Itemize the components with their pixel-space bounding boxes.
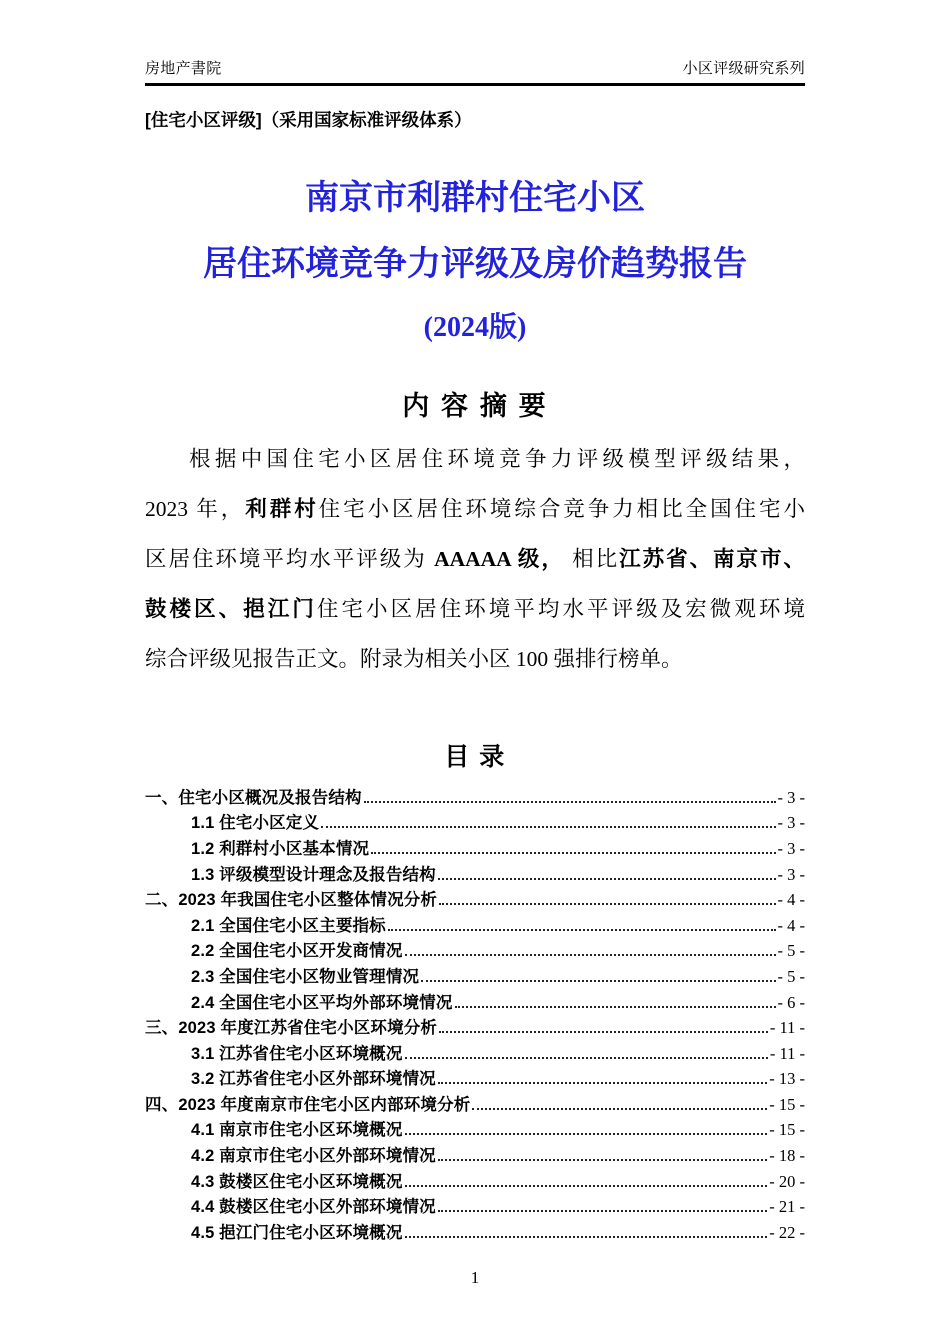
abstract-text-segment: 利群村 — [245, 496, 319, 521]
toc-item[interactable] — [145, 989, 805, 1015]
toc-leader-dots — [472, 1108, 767, 1110]
toc-item[interactable] — [145, 1065, 805, 1091]
header-right-text: 小区评级研究系列 — [682, 60, 805, 77]
toc-item-page: - 15 - — [769, 1120, 805, 1140]
toc-item-label: 4.5 挹江门住宅小区环境概况 — [191, 1223, 403, 1242]
toc-item-page: - 15 - — [769, 1094, 805, 1114]
toc-item[interactable] — [145, 809, 805, 835]
abstract-text-segment: 江苏省、南京市、 — [619, 546, 805, 571]
abstract-line — [145, 634, 805, 684]
toc-leader-dots — [455, 1006, 776, 1008]
toc-item-page: - 18 - — [769, 1146, 805, 1166]
toc-item-label: 2.4 全国住宅小区平均外部环境情况 — [191, 993, 453, 1012]
toc-item[interactable] — [145, 1219, 805, 1245]
toc-leader-dots — [405, 1236, 768, 1238]
toc-leader-dots — [439, 1031, 768, 1033]
toc-item-page: - 3 - — [777, 864, 805, 884]
toc-item[interactable] — [145, 1014, 805, 1040]
toc-item[interactable] — [145, 1142, 805, 1168]
abstract-heading: 内 容 摘 要 — [402, 390, 548, 421]
running-header — [145, 0, 805, 78]
toc-item-page: - 4 - — [777, 890, 805, 910]
toc-leader-dots — [438, 1159, 767, 1161]
toc-item-label: 四、2023 年度南京市住宅小区内部环境分析 — [145, 1095, 471, 1114]
toc-item[interactable] — [145, 1091, 805, 1117]
toc-item[interactable] — [145, 1168, 805, 1194]
page-footer — [0, 1268, 950, 1288]
toc-leader-dots — [405, 1133, 768, 1135]
toc-item[interactable] — [145, 1193, 805, 1219]
toc-item-label: 3.2 江苏省住宅小区外部环境情况 — [191, 1070, 436, 1089]
toc-item-page: - 5 - — [777, 941, 805, 961]
toc-item-page: - 20 - — [769, 1171, 805, 1191]
abstract-text-segment: 住宅小区居住环境平均水平评级及宏微观环境 — [316, 596, 805, 621]
toc-item[interactable] — [145, 861, 805, 887]
toc-leader-dots — [371, 852, 775, 854]
toc-item-page: - 21 - — [769, 1197, 805, 1217]
toc-item-page: - 3 - — [777, 787, 805, 807]
abstract-text-segment: AAAAA 级， — [434, 546, 565, 571]
header-rule — [145, 83, 805, 86]
abstract-line — [145, 584, 805, 634]
abstract-text-segment: 2023 年， — [145, 496, 246, 521]
toc-item-label: 一、住宅小区概况及报告结构 — [145, 788, 362, 807]
toc-item-label: 4.4 鼓楼区住宅小区外部环境情况 — [191, 1198, 436, 1217]
toc-item-page: - 22 - — [769, 1222, 805, 1242]
toc-item-label: 1.1 住宅小区定义 — [191, 814, 320, 833]
toc-item-label: 三、2023 年度江苏省住宅小区环境分析 — [145, 1019, 438, 1038]
toc-item[interactable] — [145, 963, 805, 989]
toc-item-label: 二、2023 年我国住宅小区整体情况分析 — [145, 891, 438, 910]
toc-item[interactable] — [145, 784, 805, 810]
report-title-line1: 南京市利群村住宅小区 — [305, 180, 645, 217]
toc-item-page: - 6 - — [777, 992, 805, 1012]
toc-item-label: 2.3 全国住宅小区物业管理情况 — [191, 967, 420, 986]
abstract-text-segment: 住宅小区居住环境综合竞争力相比全国住宅小 — [318, 496, 805, 521]
toc-item-label: 4.3 鼓楼区住宅小区环境概况 — [191, 1172, 403, 1191]
toc-item[interactable] — [145, 1040, 805, 1066]
header-left-text: 房地产書院 — [145, 60, 222, 77]
toc-item-page: - 3 - — [777, 838, 805, 858]
abstract-text-segment: 鼓楼区、挹江门 — [145, 596, 317, 621]
toc-item[interactable] — [145, 886, 805, 912]
report-title-line2: 居住环境竞争力评级及房价趋势报告 — [203, 245, 747, 283]
toc-leader-dots — [438, 878, 776, 880]
toc-item-label: 2.2 全国住宅小区开发商情况 — [191, 942, 403, 961]
toc-item-page: - 3 - — [777, 813, 805, 833]
toc-leader-dots — [364, 801, 776, 803]
toc-list — [145, 784, 805, 1245]
toc-item[interactable] — [145, 937, 805, 963]
abstract-text-segment: 根据中国住宅小区居住环境竞争力评级模型评级结果， — [189, 446, 805, 471]
toc-item-page: - 11 - — [769, 1043, 805, 1063]
toc-heading: 目 录 — [444, 742, 506, 771]
toc-item-label: 1.3 评级模型设计理念及报告结构 — [191, 865, 436, 884]
abstract-line — [145, 534, 805, 584]
toc-item-label: 2.1 全国住宅小区主要指标 — [191, 916, 386, 935]
toc-item-page: - 4 - — [777, 915, 805, 935]
abstract-line — [145, 484, 805, 534]
toc-item-label: 4.2 南京市住宅小区外部环境情况 — [191, 1147, 436, 1166]
toc-item-label: 4.1 南京市住宅小区环境概况 — [191, 1121, 403, 1140]
report-title-edition: (2024版) — [423, 312, 527, 344]
toc-item[interactable] — [145, 912, 805, 938]
abstract-paragraph — [145, 434, 805, 684]
toc-leader-dots — [405, 1057, 768, 1059]
abstract-text-segment: 相比 — [564, 546, 620, 571]
abstract-text-segment: 区居住环境平均水平评级为 — [145, 546, 435, 571]
rating-system-note: [住宅小区评级]（采用国家标准评级体系） — [145, 110, 472, 130]
toc-item-page: - 5 - — [777, 966, 805, 986]
toc-item-page: - 13 - — [769, 1069, 805, 1089]
toc-item-label: 1.2 利群村小区基本情况 — [191, 839, 370, 858]
toc-item[interactable] — [145, 1116, 805, 1142]
toc-leader-dots — [421, 980, 775, 982]
toc-leader-dots — [438, 1210, 767, 1212]
toc-leader-dots — [388, 929, 776, 931]
toc-item-page: - 11 - — [769, 1018, 805, 1038]
toc-leader-dots — [438, 1082, 767, 1084]
abstract-text-segment: 综合评级见报告正文。附录为相关小区 100 强排行榜单。 — [145, 646, 683, 671]
toc-leader-dots — [439, 903, 775, 905]
toc-leader-dots — [405, 954, 776, 956]
toc-item-label: 3.1 江苏省住宅小区环境概况 — [191, 1044, 403, 1063]
abstract-line — [145, 434, 805, 484]
toc-leader-dots — [321, 826, 775, 828]
toc-item[interactable] — [145, 835, 805, 861]
page-number: 1 — [470, 1268, 480, 1287]
toc-leader-dots — [405, 1185, 768, 1187]
